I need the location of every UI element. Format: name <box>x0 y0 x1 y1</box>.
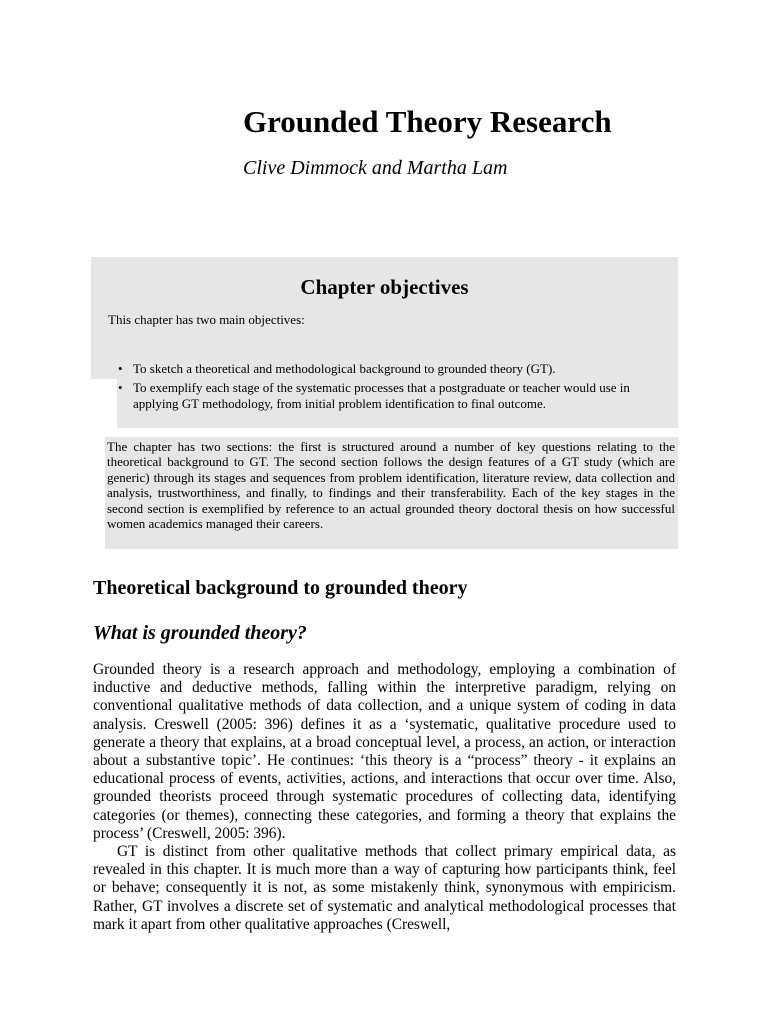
subsection-heading: What is grounded theory? <box>93 622 307 644</box>
bullet-icon: • <box>118 361 123 376</box>
objective-item-text: To sketch a theoretical and methodological background to grounded theory (GT). <box>133 361 556 376</box>
document-authors: Clive Dimmock and Martha Lam <box>243 157 508 179</box>
objective-item <box>117 380 678 412</box>
objectives-list <box>117 361 678 415</box>
section-heading: Theoretical background to grounded theory <box>93 577 468 599</box>
objectives-heading: Chapter objectives <box>300 275 469 299</box>
body-paragraph: Grounded theory is a research approach and methodology, employing a combination of inductive and deductive methods, falling within the interpretive paradigm, relying on conventional qualitative methods of data collection, and a unique system of coding in data analysis. Creswell (2005: 396) defines it as a ‘systematic, qualitative procedure used to generate a theory that explains, at a broad conceptual level, a process, an action, or interaction about a substantive topic’. He continues: ‘this theory is a “process” theory - it explains an educational process of events, activities, actions, and interactions that occur over time. Also, grounded theorists proceed through systematic procedures of collecting data, identifying categories (or themes), connecting these categories, and forming a theory that explains the process’ (Creswell, 2005: 396). <box>93 661 676 842</box>
chapter-sections-summary: The chapter has two sections: the first is structured around a number of key questions relating to the theoretical background to GT. The second section follows the design features of a GT study (which are generic) through its stages and sequences from problem identification, literature review, data collection and analysis, trustworthiness, and finally, to findings and their transferability. Each of the key stages in the second section is exemplified by reference to an actual grounded theory doctoral thesis on how successful women academics managed their careers. <box>107 439 675 532</box>
body-text <box>93 661 676 934</box>
objectives-intro: This chapter has two main objectives: <box>108 312 305 327</box>
bullet-icon: • <box>118 380 123 395</box>
document-title: Grounded Theory Research <box>243 104 612 139</box>
body-paragraph: GT is distinct from other qualitative methods that collect primary empirical data, as revealed in this chapter. It is much more than a way of capturing how participants think, feel or behave; consequently it is not, as some mistakenly think, synonymous with empiricism. Rather, GT involves a discrete set of systematic and analytical methodological processes that mark it apart from other qualitative approaches (Creswell, <box>93 843 676 933</box>
objective-item <box>117 361 678 377</box>
objective-item-text: To exemplify each stage of the systematic processes that a postgraduate or teacher would use in applying GT methodology, from initial problem identification to final outcome. <box>133 380 630 411</box>
